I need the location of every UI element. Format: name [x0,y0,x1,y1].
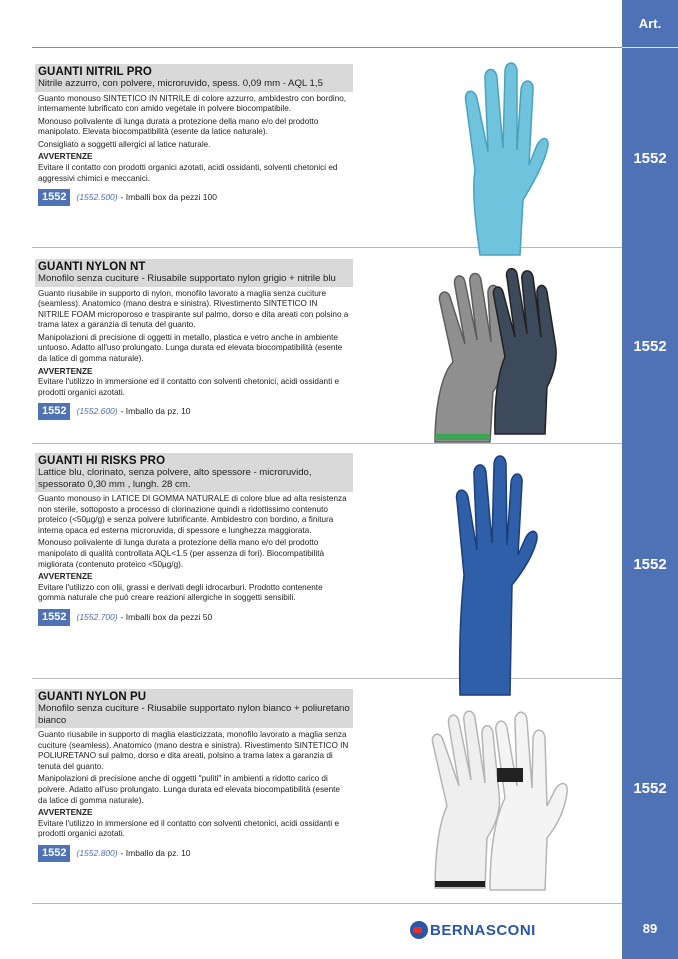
product-description [35,728,353,862]
product-title: GUANTI NYLON PU [38,691,147,703]
brand-name: BERNASCONI [430,921,536,939]
glove-cuff-stripe [435,434,490,440]
product-nylon-nt [35,259,353,420]
glove-label-tag [497,768,523,782]
article-badge: 1552 [38,609,70,626]
product-nitril-pro [35,64,353,206]
sidebar-code-3: 1552 [633,556,667,573]
top-rule [32,47,622,48]
article-sidebar [622,0,678,959]
description-paragraph: Guanto monouso SINTETICO IN NITRILE di colore azzurro, ambidestro con bordino, internamente lubrificato con amido vegetale in polvere biocompatibile. [38,93,347,114]
blue-nitrile-glove-image [425,60,555,260]
product-nylon-pu [35,689,353,862]
sidebar-header: Art. [638,16,662,31]
page-number: 89 [642,921,658,936]
article-code: (1552.600) [76,406,118,417]
article-badge: 1552 [38,845,70,862]
product-title: GUANTI NITRIL PRO [38,66,152,78]
product-description [35,287,353,421]
sidebar-code-4: 1552 [633,780,667,797]
order-info [38,845,350,862]
warning-label: AVVERTENZE [38,152,93,162]
footer-rule [32,903,622,904]
packaging-text: - Imballo da pz. 10 [120,847,191,858]
blue-latex-glove-image [440,455,550,700]
warning-label: AVVERTENZE [38,366,93,376]
product-description [35,92,353,206]
product-hi-risks-pro [35,453,353,626]
description-paragraph: Consigliato a soggetti allergici al latice naturale. [38,139,211,149]
product-title: GUANTI HI RISKS PRO [38,455,166,467]
article-code: (1552.500) [76,192,118,203]
order-info [38,609,350,626]
warning-text: Evitare l'utilizzo in immersione ed il contatto con solventi chetonici, acidi ossidanti e prodotti organici azotati. [38,818,340,839]
product-description [35,492,353,626]
packaging-text: - Imballo da pz. 10 [120,406,191,417]
grey-nylon-nt-gloves-image [395,262,565,447]
product-header [35,64,353,92]
article-code: (1552.700) [76,611,118,622]
article-code: (1552.800) [76,847,118,858]
product-subtitle: Nitrile azzurro, con polvere, microruvido, spess. 0,09 mm - AQL 1,5 [38,78,323,89]
sidebar-code-1: 1552 [633,150,667,167]
sidebar-code-2: 1552 [633,338,667,355]
product-header [35,689,353,728]
product-subtitle: Monofilo senza cuciture - Riusabile supportato nylon grigio + nitrile blu [38,273,336,284]
product-title: GUANTI NYLON NT [38,261,146,273]
description-paragraph: Guanto riusabile in supporto di nylon, monofilo lavorato a maglia senza cuciture (seamless). Anatomico (mano destra e sinistra). Rivestimento SINTETICO IN NITRILE FOAM microporoso e traspirante sul palmo, dorso e dita areati con polsino a trama latex a garanzia di tenuta del guanto. [38,288,349,330]
description-paragraph: Manipolazioni di precisione anche di oggetti "puliti" in ambienti a ridotto carico di polvere. Adatto all'uso prolungato. Lunga durata ed elevata biocompatibilità (esente da latice di gomma naturale). [38,774,340,805]
description-paragraph: Monouso polivalente di lunga durata a protezione della mano e/o del prodotto manipolato di qualità controllata AQL<1.5 (per assenza di fori). Biocompatibilità migliorata (contenuto proteico <50µg/g). [38,538,325,569]
description-paragraph: Manipolazioni di precisione di oggetti in metallo, plastica e vetro anche in ambiente untuoso. Adatto all'uso prolungato. Lunga durata ed elevata biocompatibilità (esente da latice di gomma naturale). [38,332,343,364]
product-subtitle: Lattice blu, clorinato, senza polvere, alto spessore - microruvido, spessorato 0,30 mm , lungh. 28 cm. [38,467,312,490]
packaging-text: - Imballi box da pezzi 100 [120,192,217,203]
warning-text: Evitare il contatto con prodotti organici azotati, acidi ossidanti, solventi chetonici ed aggressivi chimici e meccanici. [38,163,338,183]
product-header [35,259,353,287]
glove-cuff-stripe [435,881,485,887]
warning-label: AVVERTENZE [38,808,93,818]
order-info [38,403,350,420]
description-paragraph: Guanto riusabile in supporto di maglia elasticizzata, monofilo lavorato a maglia senza cuciture (seamless). Anatomico (mano destra e sinistra). Rivestimento SINTETICO IN POLIURETANO sul palmo, dorso e dita areati, polsino a trama latex a garanzia di tenuta del guanto. [38,730,349,771]
sidebar-divider [622,47,678,48]
description-paragraph: Guanto monouso in LATICE DI GOMMA NATURALE di colore blue ad alta resistenza non sterile, sottoposto a processo di clorinazione quindi a ridottissimo contenuto proteico (<50µg/g) e senza polvere lubrificante. Ambidestro con bordino, a finitura interna opaca ed esterna microruvida, di spessore e lunghezza maggiorata. [38,494,347,535]
article-badge: 1552 [38,189,70,206]
product-header [35,453,353,492]
white-nylon-pu-gloves-image [395,698,580,898]
product-subtitle: Monofilo senza cuciture - Riusabile supportato nylon bianco + poliuretano bianco [38,703,350,726]
order-info [38,189,350,206]
warning-text: Evitare l'utilizzo con olii, grassi e derivati degli idrocarburi. Prodotto contenente gomma naturale che può creare reazioni allergiche in soggetti sensibili. [38,582,323,603]
description-paragraph: Monouso polivalente di lunga durata a protezione della mano e/o del prodotto manipolato. Elevata biocompatibilità (esente da latice naturale). [38,116,319,137]
warning-label: AVVERTENZE [38,572,93,582]
warning-text: Evitare l'utilizzo in immersione ed il contatto con solventi chetonici, acidi ossidanti e prodotti organici azotati. [38,377,340,397]
brand-mark-icon [410,921,428,939]
packaging-text: - Imballi box da pezzi 50 [120,611,213,622]
article-badge: 1552 [38,403,70,420]
bernasconi-logo [410,921,536,939]
